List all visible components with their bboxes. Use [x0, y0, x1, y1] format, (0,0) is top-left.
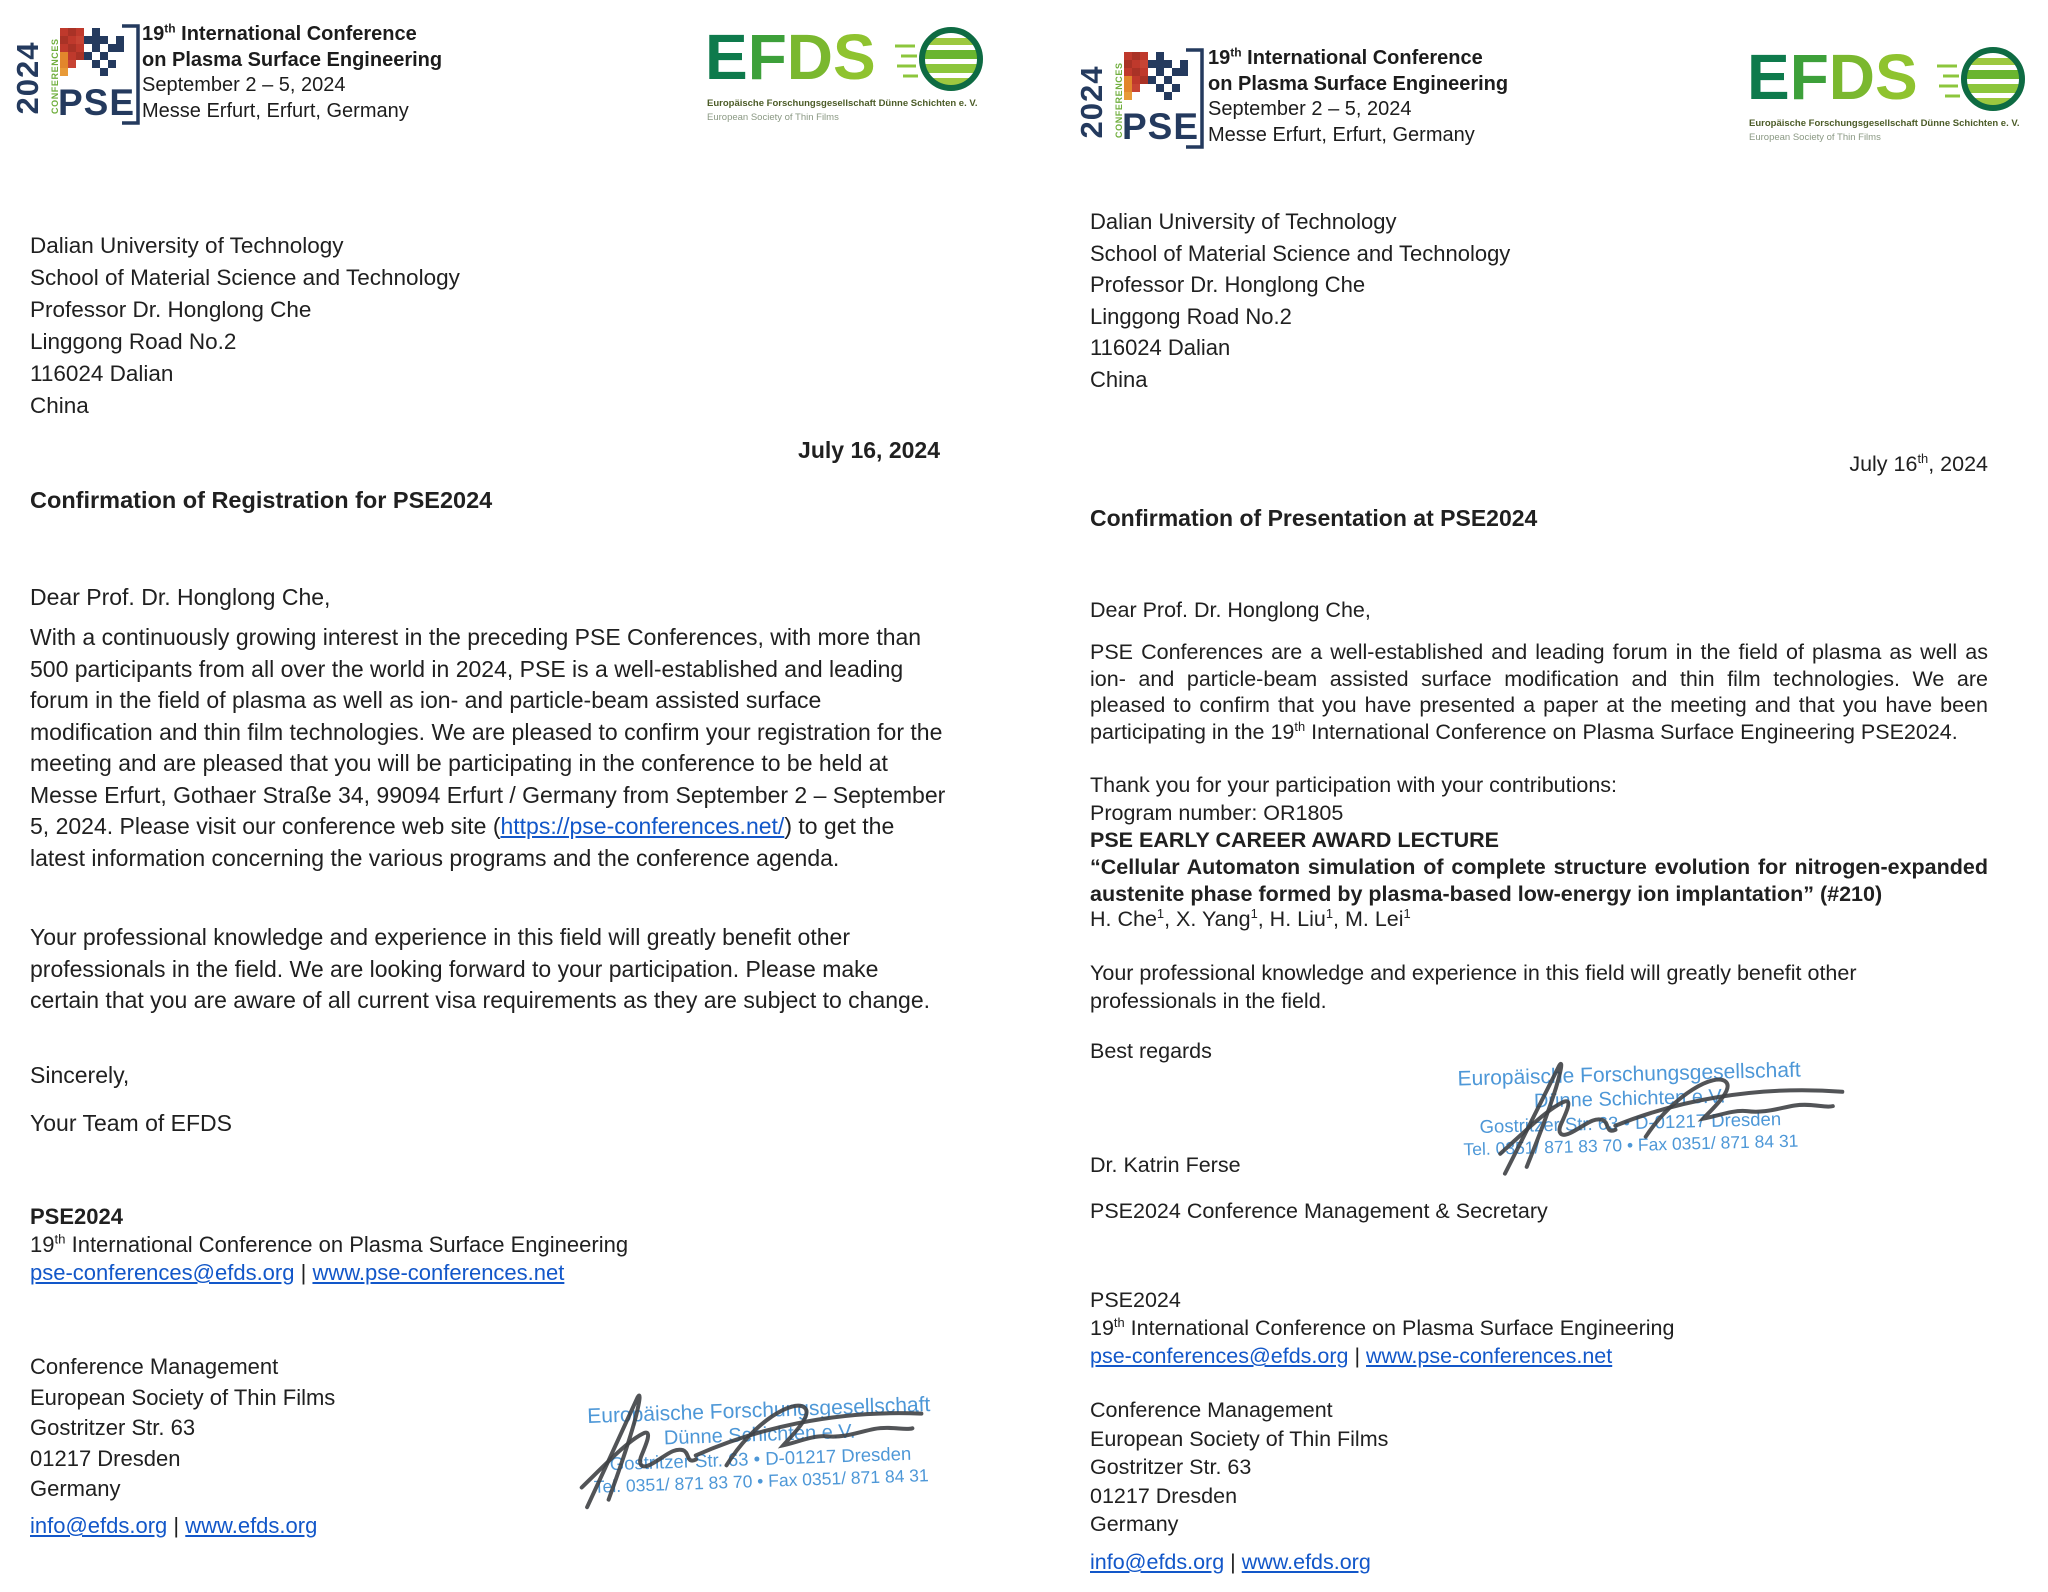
award-lecture-label: PSE EARLY CAREER AWARD LECTURE — [1090, 828, 1499, 852]
pse-logo-name: PSE — [58, 82, 136, 123]
footer-email-link[interactable]: pse-conferences@efds.org — [1090, 1344, 1349, 1368]
recipient-country: China — [1090, 366, 1148, 392]
stamp-line: Gostritzer Str. 63 • D-01217 Dresden — [1479, 1108, 1782, 1137]
conference-header-dates: September 2 – 5, 2024 — [142, 74, 346, 96]
conference-header-line1: 19th International Conference — [1208, 45, 1483, 69]
footer-org: PSE2024 — [30, 1204, 123, 1229]
stamp-line: Tel. 0351/ 871 83 70 • Fax 0351/ 871 84 31 — [593, 1465, 930, 1497]
signer-name: Dr. Katrin Ferse — [1090, 1153, 1241, 1177]
pse-logo-conferences-label: CONFERENCES — [50, 38, 60, 114]
conference-header-line1: 19th International Conference — [142, 21, 417, 45]
efds-website-link[interactable]: www.efds.org — [1241, 1550, 1371, 1574]
recipient-city: 116024 Dalian — [1090, 335, 1231, 360]
recipient-university: Dalian University of Technology — [30, 233, 344, 258]
conference-header-venue: Messe Erfurt, Erfurt, Germany — [142, 99, 409, 122]
pse-logo-conferences-label: CONFERENCES — [1114, 62, 1124, 138]
closing-team: Your Team of EFDS — [30, 1110, 232, 1136]
management-line: Gostritzer Str. 63 — [1090, 1455, 1252, 1479]
conference-header-dates: September 2 – 5, 2024 — [1208, 98, 1412, 120]
stamp-line: Dünne Schichten e.V. — [1533, 1085, 1726, 1113]
stamp-line: Europäische Forschungsgesellschaft — [1457, 1058, 1801, 1091]
management-address — [1090, 1396, 1388, 1539]
contact-links: info@efds.org | www.efds.org — [1090, 1550, 1371, 1574]
handwritten-signature — [540, 1354, 949, 1532]
stamp-line: Europäische Forschungsgesellschaft — [586, 1393, 931, 1429]
efds-tagline-german: Europäische Forschungsgesellschaft Dünne Schichten e. V. — [707, 98, 978, 109]
efds-website-link[interactable]: www.efds.org — [185, 1513, 318, 1538]
recipient-university: Dalian University of Technology — [1090, 209, 1397, 234]
letter-date: July 16, 2024 — [798, 437, 940, 463]
conference-header-venue: Messe Erfurt, Erfurt, Germany — [1208, 123, 1475, 146]
efds-email-link[interactable]: info@efds.org — [30, 1513, 168, 1538]
recipient-street: Linggong Road No.2 — [1090, 303, 1292, 329]
recipient-country: China — [30, 393, 89, 418]
efds-tagline-german: Europäische Forschungsgesellschaft Dünne Schichten e. V. — [1749, 118, 2020, 129]
paragraph-benefit: Your professional knowledge and experience in this field will greatly benefit other professionals in the field. — [1090, 961, 1857, 1013]
pse-logo-bracket — [1184, 48, 1206, 150]
stamp-line: Gostritzer Str. 63 • D-01217 Dresden — [609, 1442, 912, 1475]
recipient-address — [1090, 206, 1510, 395]
recipient-school: School of Material Science and Technology — [1090, 240, 1511, 266]
conference-header-line2: on Plasma Surface Engineering — [142, 48, 443, 71]
footer-conference-name: 19th International Conference on Plasma Surface Engineering — [30, 1231, 629, 1257]
footer-website-link[interactable]: www.pse-conferences.net — [312, 1260, 565, 1285]
management-line: Conference Management — [30, 1354, 279, 1379]
conference-header-text — [142, 22, 442, 124]
efds-logo — [1747, 41, 2047, 148]
recipient-name: Professor Dr. Honglong Che — [30, 297, 312, 322]
management-line: European Society of Thin Films — [30, 1384, 336, 1410]
conference-header-line2: on Plasma Surface Engineering — [1208, 72, 1509, 95]
management-line: European Society of Thin Films — [1090, 1426, 1389, 1451]
footer-website-link[interactable]: www.pse-conferences.net — [1366, 1344, 1613, 1368]
footer-links: pse-conferences@efds.org | www.pse-conferences.net — [30, 1260, 565, 1285]
paragraph-presentation: PSE Conferences are a well-established and leading forum in the field of plasma as well as ion- and particle-beam assisted surface modification and thin film technologies. We are pleased to confirm that you have presented a paper at the meeting and that you have been participating in the 19th International Conference on Plasma Surface Engineering PSE2024. — [1090, 640, 1988, 744]
footer-conference-name: 19th International Conference on Plasma Surface Engineering — [1090, 1314, 1675, 1340]
pse2024-logo — [10, 16, 142, 128]
salutation: Dear Prof. Dr. Honglong Che, — [30, 584, 331, 610]
efds-logo-wordmark: EFDS — [705, 21, 876, 93]
pse-logo-year: 2024 — [10, 41, 45, 115]
management-line: Gostritzer Str. 63 — [30, 1415, 196, 1440]
stamp-line: Tel. 0351/ 871 83 70 • Fax 0351/ 871 84 31 — [1463, 1130, 1799, 1160]
recipient-address — [30, 230, 460, 422]
stamp-line: Dünne Schichten e.V. — [663, 1420, 856, 1450]
letter-title: Confirmation of Registration for PSE2024 — [30, 487, 493, 513]
footer-org: PSE2024 — [1090, 1288, 1181, 1312]
program-number: Program number: OR1805 — [1090, 801, 1344, 825]
efds-logo-globe-icon — [1935, 44, 2029, 114]
salutation: Dear Prof. Dr. Honglong Che, — [1090, 598, 1371, 622]
recipient-city: 116024 Dalian — [30, 361, 174, 386]
closing: Best regards — [1090, 1039, 1212, 1063]
paragraph-visa: Your professional knowledge and experience in this field will greatly benefit other professionals in the field. We are looking forward to your participation. Please make certain that you are aware of all current visa requirements as they are subject to change. — [30, 924, 931, 1013]
footer-email-link[interactable]: pse-conferences@efds.org — [30, 1260, 295, 1285]
efds-tagline-english: European Society of Thin Films — [1749, 132, 1881, 143]
pse2024-logo — [1074, 40, 1206, 152]
recipient-school: School of Material Science and Technology — [30, 265, 460, 290]
conference-header-text — [1208, 46, 1508, 148]
management-line: 01217 Dresden — [30, 1445, 181, 1471]
author-list: H. Che$^1$, X. Yang$^1$, H. Liu$^1$, M. Lei$^1$ — [1090, 905, 1411, 931]
recipient-name: Professor Dr. Honglong Che — [1090, 272, 1366, 297]
letter-title: Confirmation of Presentation at PSE2024 — [1090, 505, 1538, 531]
closing: Sincerely, — [30, 1062, 130, 1088]
pse-logo-pixel-art — [1124, 52, 1188, 108]
handwritten-signature — [1448, 1033, 1883, 1198]
management-line: 01217 Dresden — [1090, 1483, 1238, 1508]
conference-website-link[interactable]: https://pse-conferences.net/ — [500, 813, 785, 839]
thanks-line: Thank you for your participation with your contributions: — [1090, 773, 1618, 797]
efds-logo-globe-icon — [893, 24, 987, 94]
management-address — [30, 1352, 335, 1505]
pse-logo-name: PSE — [1122, 106, 1200, 147]
management-line: Germany — [30, 1476, 121, 1501]
efds-tagline-english: European Society of Thin Films — [707, 112, 839, 123]
paper-title: “Cellular Automaton simulation of complete structure evolution for nitrogen-expanded austenite phase formed by plasma-based low-energy ion implantation” (#210) — [1090, 855, 1988, 906]
signer-role: PSE2024 Conference Management & Secretary — [1090, 1199, 1548, 1223]
efds-logo — [705, 21, 1005, 128]
contact-links: info@efds.org | www.efds.org — [30, 1513, 318, 1538]
letter-presentation — [1050, 0, 2048, 1592]
efds-logo-wordmark: EFDS — [1747, 41, 1918, 113]
pse-logo-year: 2024 — [1074, 65, 1109, 139]
letter-date: July 16th, 2024 — [1849, 450, 1988, 476]
management-line: Conference Management — [1090, 1398, 1333, 1422]
recipient-street: Linggong Road No.2 — [30, 329, 237, 354]
efds-email-link[interactable]: info@efds.org — [1090, 1550, 1225, 1574]
pse-logo-bracket — [120, 24, 142, 126]
paragraph-registration: With a continuously growing interest in the preceding PSE Conferences, with more than 500 participants from all over the world in 2024, PSE is a well-established and leading forum in the field of plasma as well as ion- and particle-beam assisted surface modification and thin film technologies. We are pleased to confirm your registration for the meeting and are pleased that you will be participating in the conference to be held at Messe Erfurt, Gothaer Straße 34, 99094 Erfurt / Germany from September 2 – September 5, 2024. Please visit our conference web site (https://pse-conferences.net/) to get the latest information concerning the various programs and the conference agenda. — [30, 624, 946, 871]
management-line: Germany — [1090, 1512, 1179, 1536]
pse-logo-pixel-art — [60, 28, 124, 84]
footer-links: pse-conferences@efds.org | www.pse-conferences.net — [1090, 1344, 1613, 1368]
